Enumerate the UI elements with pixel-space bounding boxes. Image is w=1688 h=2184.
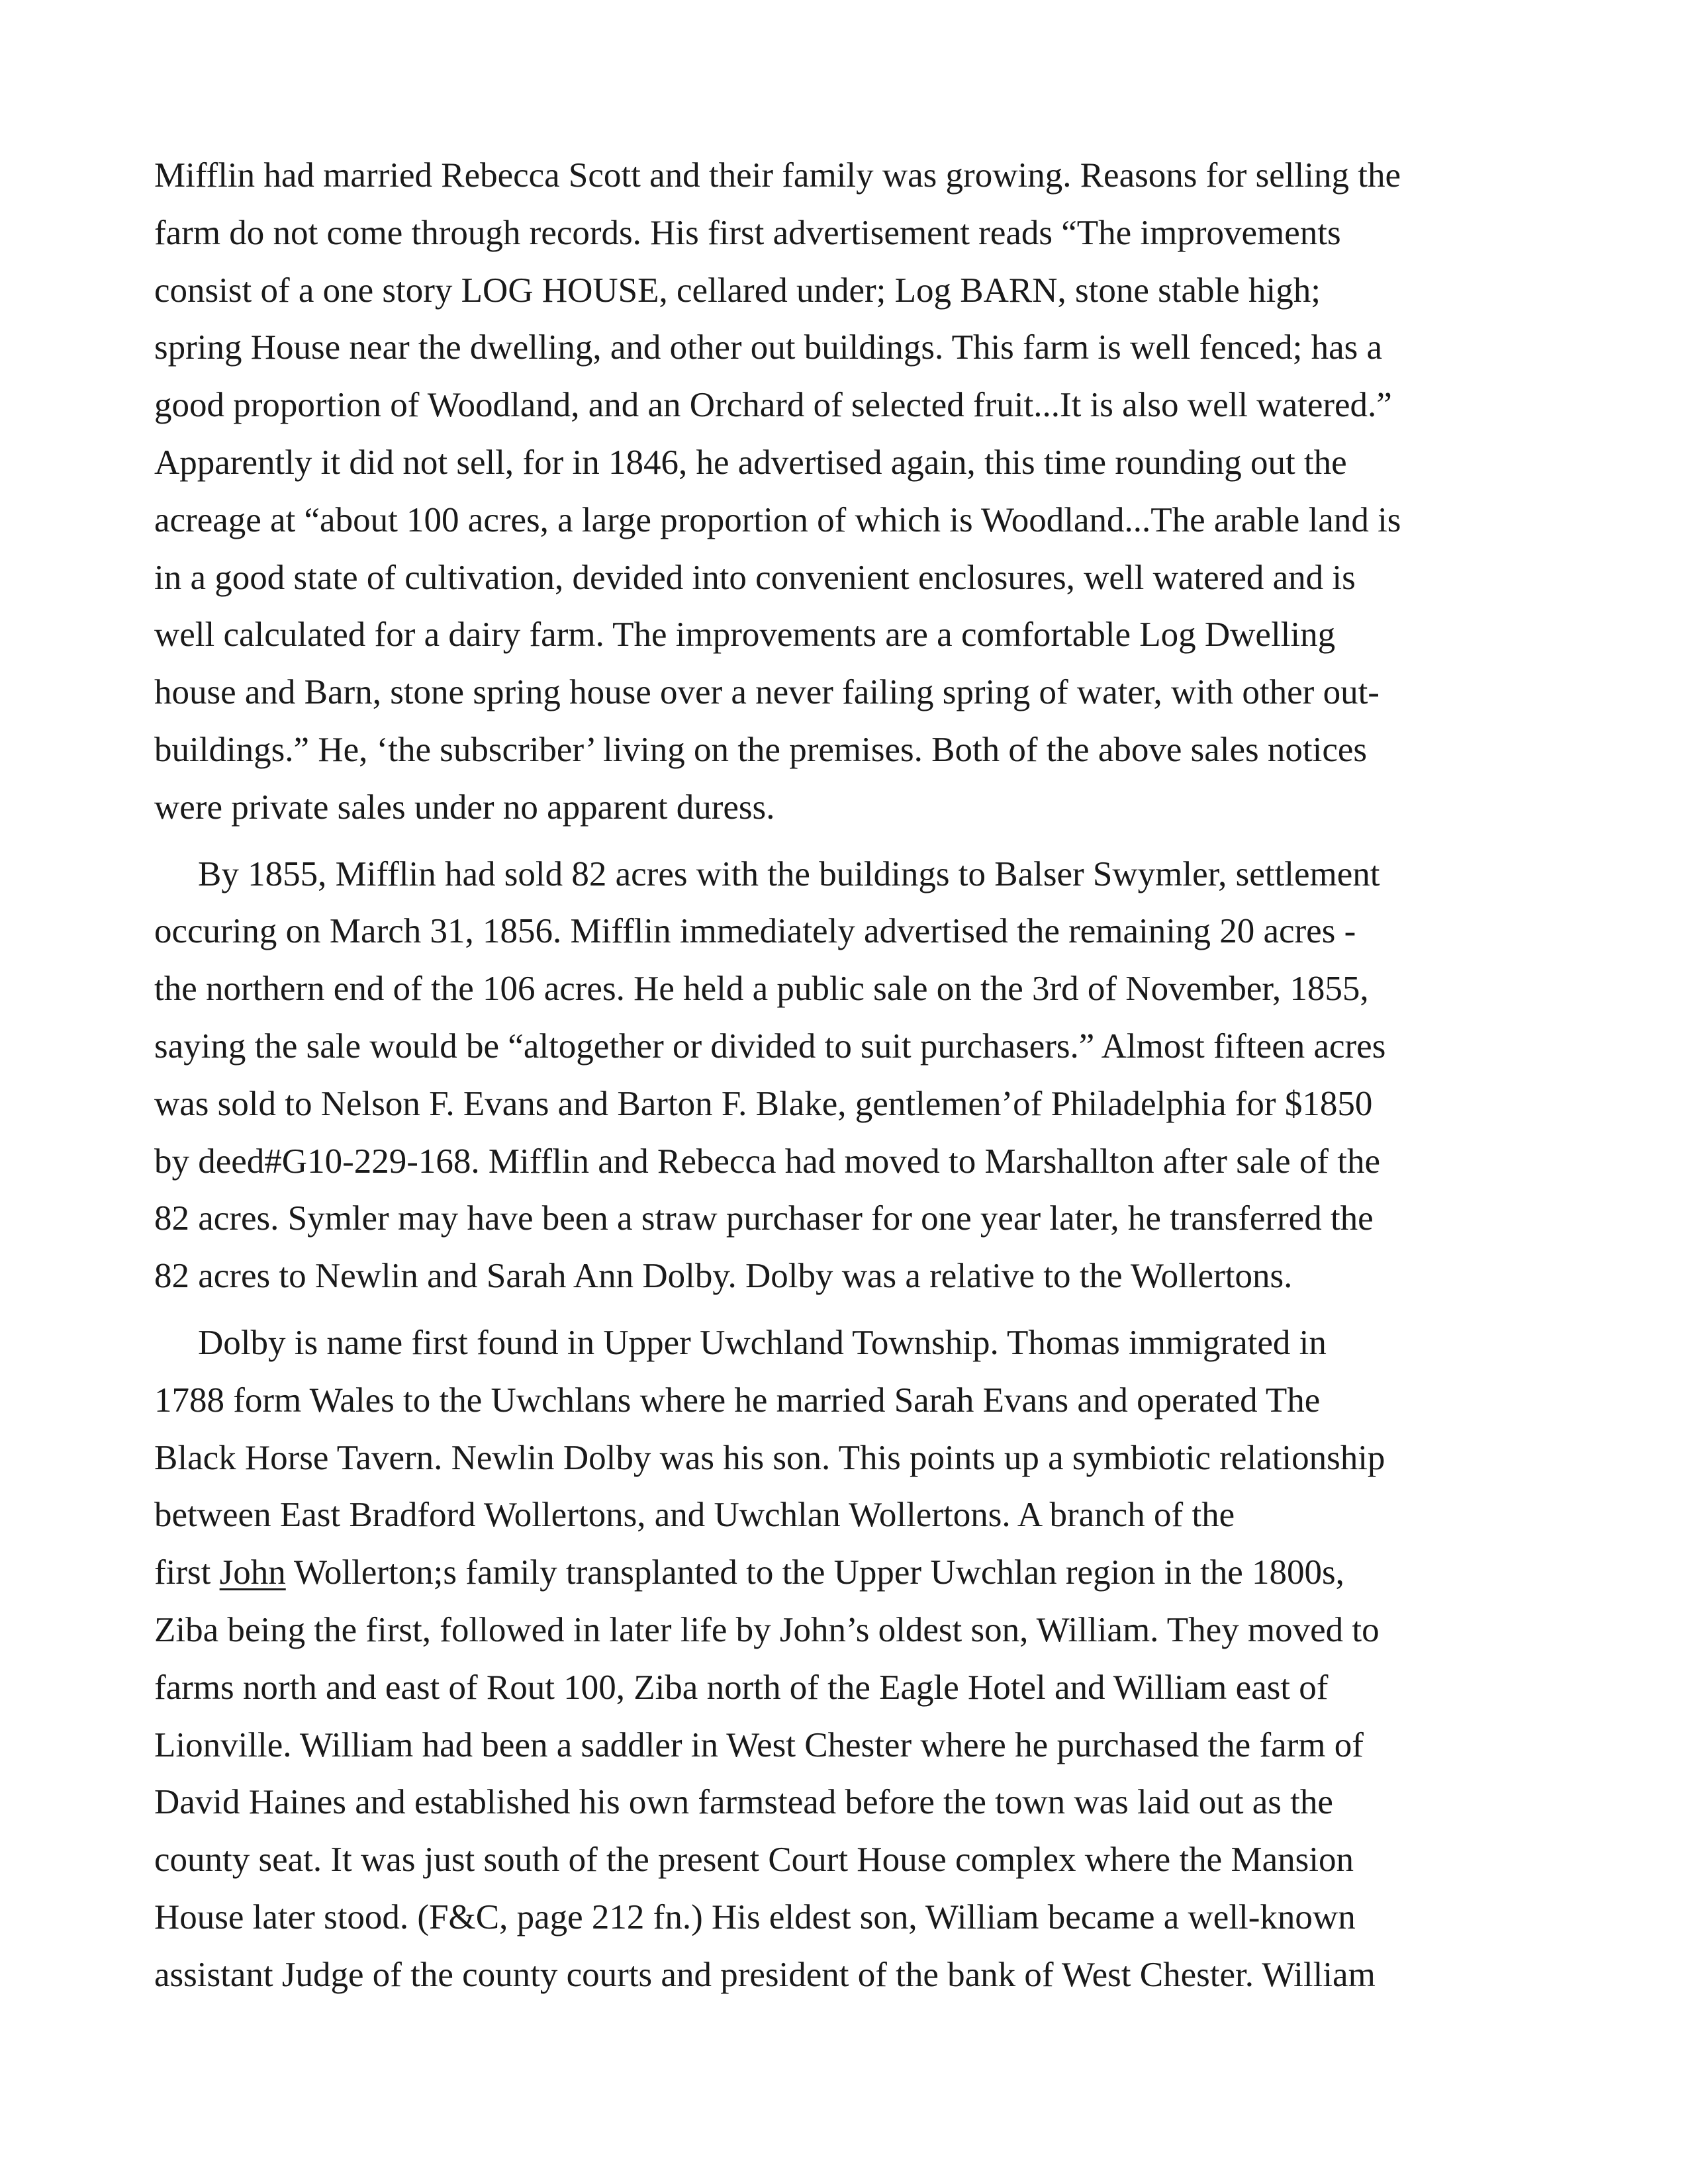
- text-line: house and Barn, stone spring house over a never failing spring of water, with other out-: [154, 673, 1380, 712]
- text-line-john: [154, 1544, 1558, 1602]
- text-line: Apparently it did not sell, for in 1846, he advertised again, this time rounding out the: [154, 443, 1347, 482]
- paragraph-1: [154, 147, 1558, 837]
- text-line: acreage at “about 100 acres, a large proportion of which is Woodland...The arable land is: [154, 500, 1401, 539]
- text-line: House later stood. (F&C, page 212 fn.) His eldest son, William became a well-known: [154, 1897, 1356, 1936]
- text-line: occuring on March 31, 1856. Mifflin immediately advertised the remaining 20 acres -: [154, 912, 1356, 951]
- text-line: assistant Judge of the county courts and president of the bank of West Chester. William: [154, 1955, 1376, 1994]
- text-line: saying the sale would be “altogether or divided to suit purchasers.” Almost fifteen acres: [154, 1026, 1386, 1066]
- paragraph-3: [154, 1314, 1558, 2004]
- text-line: consist of a one story LOG HOUSE, cellared under; Log BARN, stone stable high;: [154, 271, 1321, 310]
- text-line: Dolby is name first found in Upper Uwchland Township. Thomas immigrated in: [198, 1323, 1327, 1362]
- text-line: Ziba being the first, followed in later life by John’s oldest son, William. They moved to: [154, 1610, 1380, 1649]
- text-line: was sold to Nelson F. Evans and Barton F. Blake, gentlemen’of Philadelphia for $1850: [154, 1084, 1373, 1123]
- text-line: Black Horse Tavern. Newlin Dolby was his son. This points up a symbiotic relationship: [154, 1438, 1385, 1477]
- paragraph-2: [154, 846, 1558, 1305]
- text-line: the northern end of the 106 acres. He held a public sale on the 3rd of November, 1855,: [154, 970, 1369, 1009]
- text-line: Lionville. William had been a saddler in West Chester where he purchased the farm of: [154, 1725, 1364, 1764]
- text-line: 82 acres. Symler may have been a straw purchaser for one year later, he transferred the: [154, 1199, 1374, 1238]
- text-line: farm do not come through records. His first advertisement reads “The improvements: [154, 213, 1341, 252]
- text-line: county seat. It was just south of the present Court House complex where the Mansion: [154, 1841, 1354, 1880]
- text-line: 1788 form Wales to the Uwchlans where he married Sarah Evans and operated The: [154, 1381, 1321, 1420]
- paragraph-spacer: [154, 1305, 1558, 1314]
- underlined-name-john: John: [219, 1553, 286, 1592]
- text-line: 82 acres to Newlin and Sarah Ann Dolby. Dolby was a relative to the Wollertons.: [154, 1257, 1293, 1296]
- text-line: buildings.” He, ‘the subscriber’ living on the premises. Both of the above sales notices: [154, 730, 1368, 769]
- text-line: farms north and east of Rout 100, Ziba north of the Eagle Hotel and William east of: [154, 1668, 1329, 1707]
- text-line: By 1855, Mifflin had sold 82 acres with the buildings to Balser Swymler, settlement: [198, 854, 1380, 893]
- text-line: by deed#G10-229-168. Mifflin and Rebecca had moved to Marshallton after sale of the: [154, 1142, 1380, 1181]
- john-line-before: first: [154, 1553, 220, 1592]
- john-line-after: Wollerton;s family transplanted to the Upper Uwchlan region in the 1800s,: [285, 1553, 1344, 1592]
- paragraph-spacer: [154, 837, 1558, 846]
- text-line: good proportion of Woodland, and an Orchard of selected fruit...It is also well watered.”: [154, 386, 1392, 425]
- text-line: Mifflin had married Rebecca Scott and their family was growing. Reasons for selling the: [154, 156, 1401, 195]
- body-text: [154, 147, 1558, 2004]
- text-line: between East Bradford Wollertons, and Uwchlan Wollertons. A branch of the: [154, 1496, 1235, 1535]
- text-line: were private sales under no apparent duress.: [154, 788, 775, 827]
- text-line: well calculated for a dairy farm. The improvements are a comfortable Log Dwelling: [154, 615, 1336, 655]
- text-line: David Haines and established his own farmstead before the town was laid out as the: [154, 1783, 1333, 1822]
- text-line: spring House near the dwelling, and other out buildings. This farm is well fenced; has a: [154, 328, 1383, 367]
- text-line: in a good state of cultivation, devided into convenient enclosures, well watered and is: [154, 558, 1356, 597]
